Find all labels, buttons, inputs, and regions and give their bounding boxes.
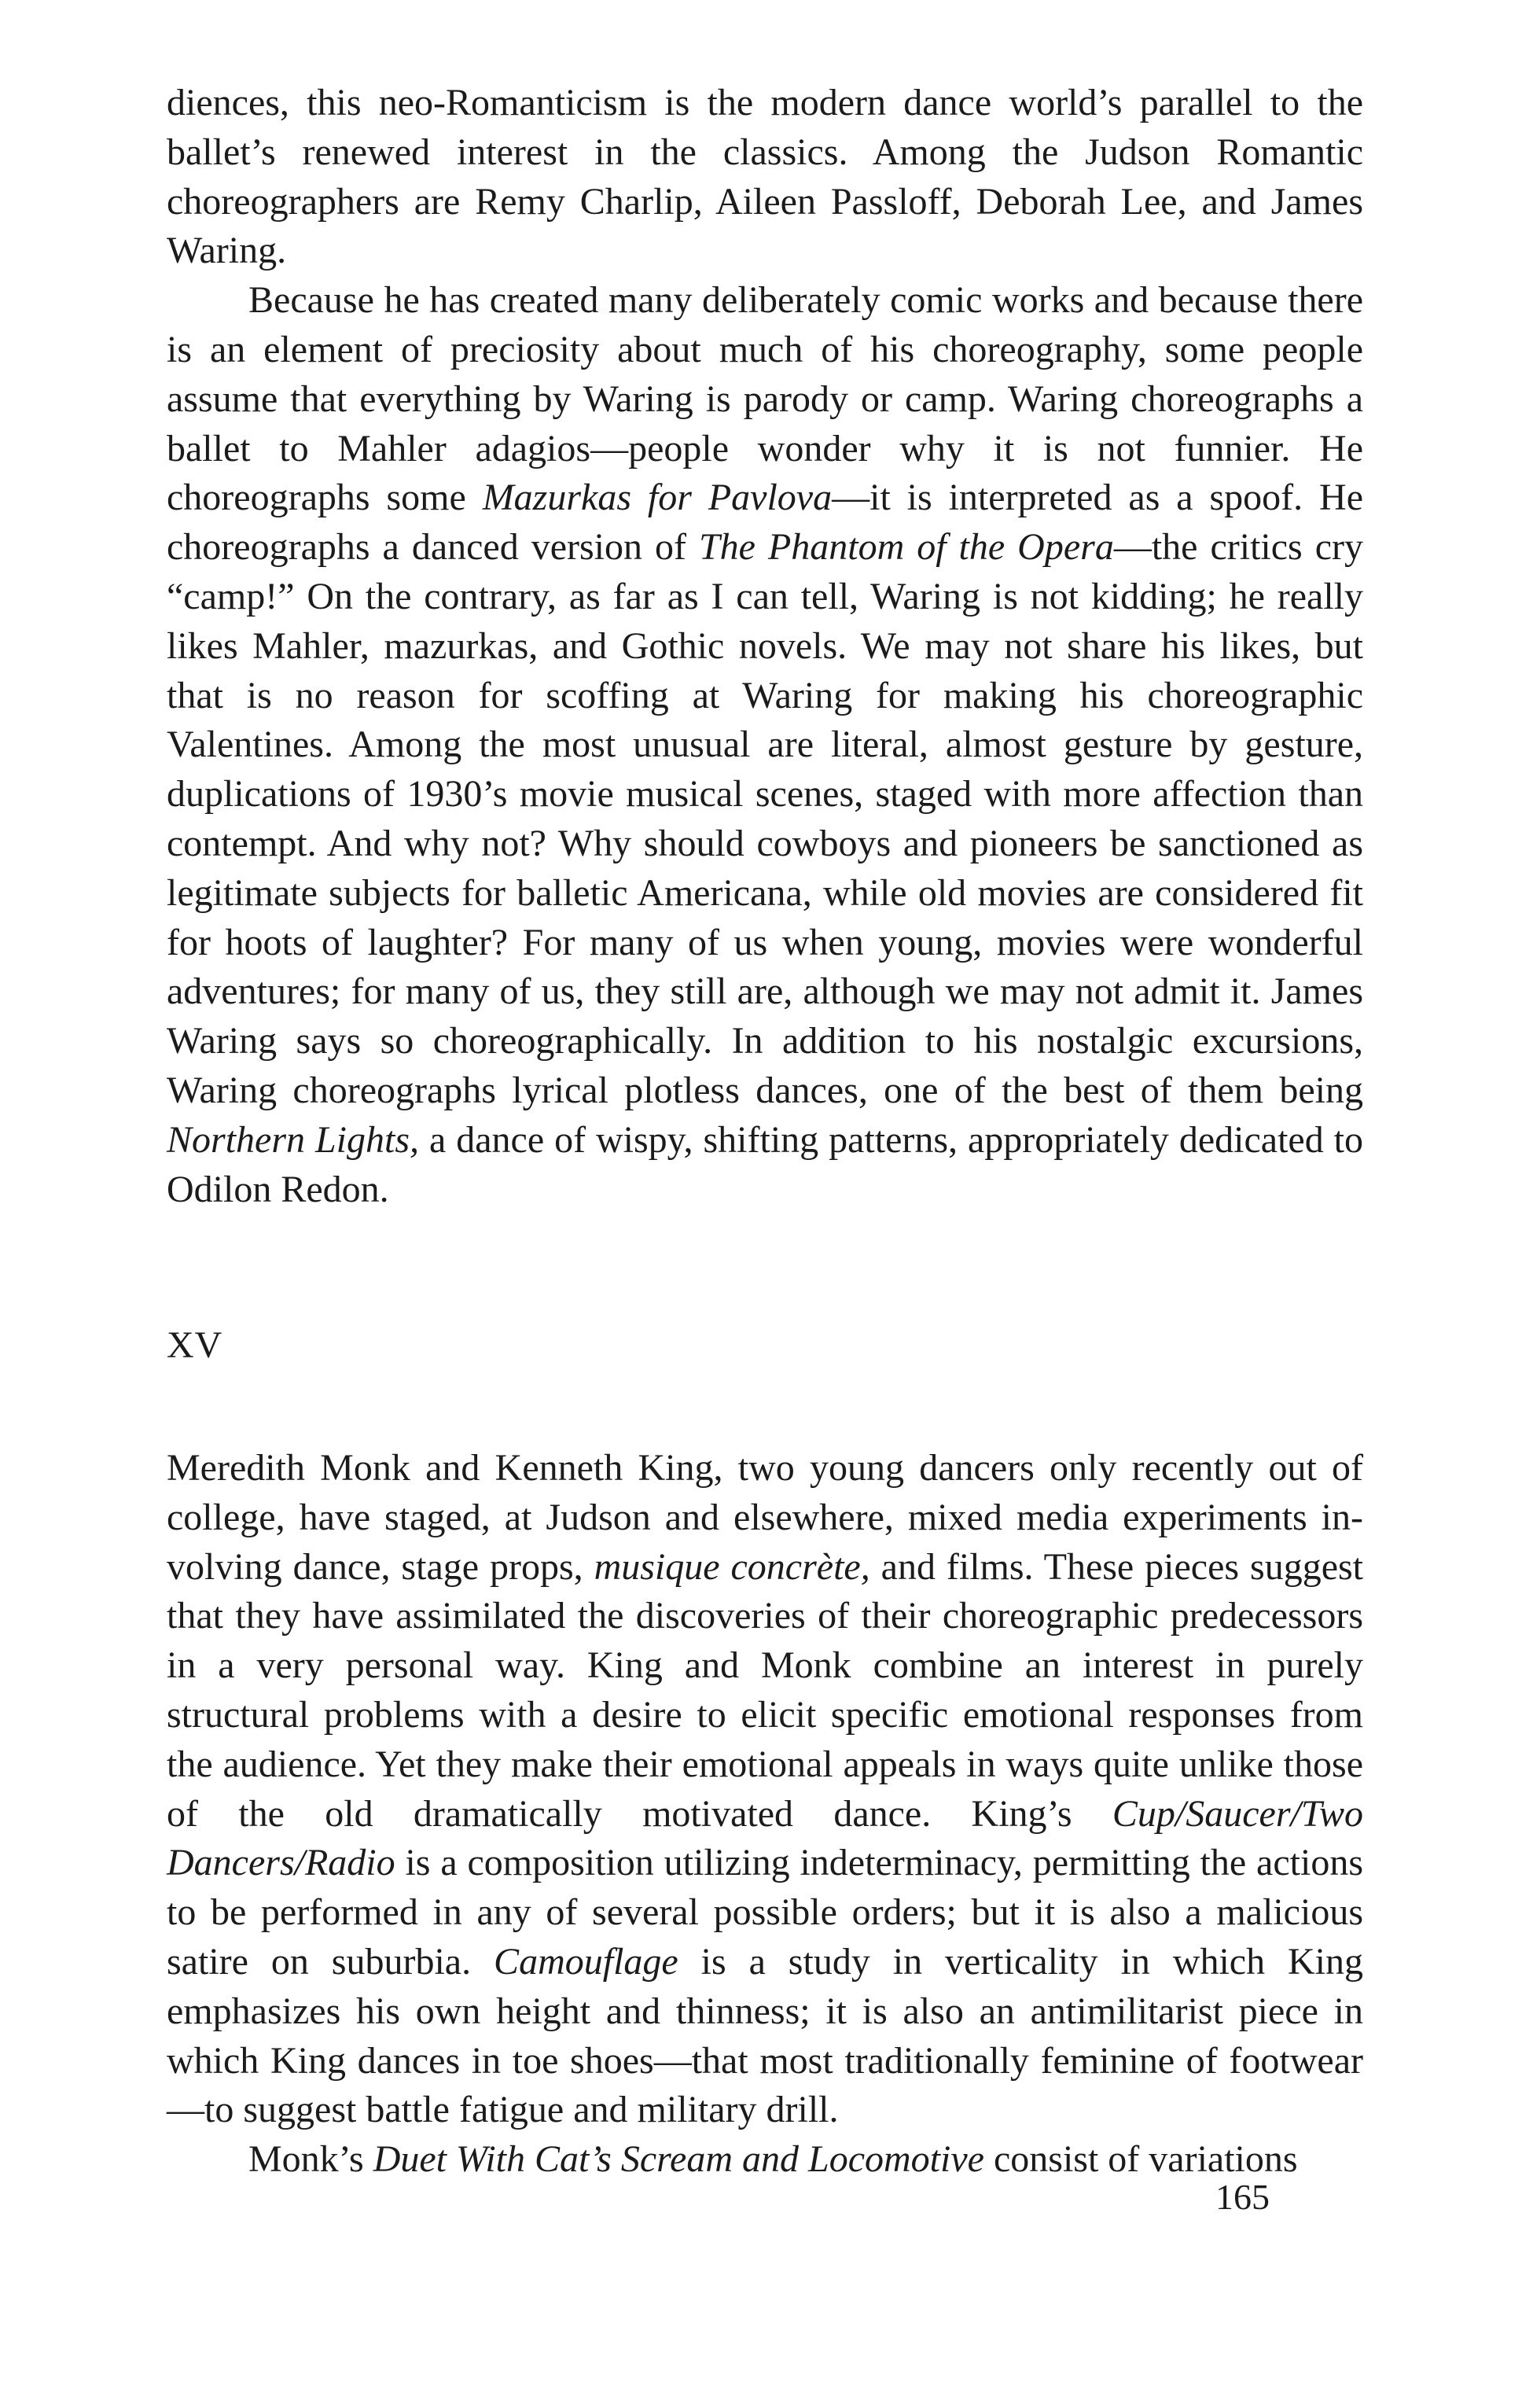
body-text: —it is interpreted as a spoof. He choreographs a danced version of	[167, 477, 1364, 569]
book-page	[167, 79, 1364, 2181]
body-text: Monk’s	[248, 2138, 373, 2181]
body-text: Because he has created many deliberately comic works and because there is an element of preciosity about much of his choreography, some people assume that everything by Waring is parody or camp. Waring choreographs a ballet to Mahler adagios—people wonder why it is not funnier. He choreographs some	[167, 279, 1363, 519]
body-text: diences, this neo-Romanticism is the modern dance world’s parallel to the ballet’s renewed interest in the classics. Among the Judson Romantic choreographers are Remy Charlip, Aileen Passloff, Deborah Lee, and James Waring.	[167, 82, 1363, 272]
body-text: a dance of wispy, shifting patterns, appropriately dedicated to Odilon Redon.	[167, 1118, 1364, 1210]
italic-title-text: Northern Lights,	[167, 1118, 420, 1161]
italic-title-text: Duet With Cat’s Scream and Locomotive	[373, 2138, 984, 2181]
italic-title-text: Mazurkas for Pavlova	[482, 477, 833, 519]
section-heading: XV	[167, 1324, 223, 1366]
italic-title-text: Cup/Saucer/Two Dancers/Radio	[167, 1792, 1363, 1884]
paragraph	[167, 276, 1363, 1214]
body-text: and films. These pieces suggest that they have assimilated the discoveries of their choreographic predecessors in a very personal way. King and Monk combine an interest in purely structural problems with a desire to elicit specific emotional responses from the audience. Yet they make their emotional appeals in ways quite unlike those of the old dramatically motivated dance. King’s	[167, 1545, 1364, 1835]
body-text: consist of variations	[983, 2138, 1298, 2181]
body-text: is a study in verticality in which King emphasizes his own height and thinness; it is also an antimilitarist piece in which King dances in toe shoes—that most traditionally feminine of footwear—to suggest battle fatigue and military drill.	[167, 1940, 1364, 2131]
body-text: is a composition utilizing indeterminacy, permitting the actions to be performed in any of several possible orders; but it is also a malicious satire on suburbia.	[167, 1842, 1363, 1983]
body-text: —the critics cry “camp!” On the contrary, as far as I can tell, Waring is not kidding; he really likes Mahler, mazurkas, and Gothic novels. We may not share his likes, but that is no reason for scoffing at Waring for making his choreographic Valentines. Among the most unusual are literal, almost gesture by gesture, duplications of 1930’s movie musical scenes, staged with more affection than contempt. And why not? Why should cowboys and pioneers be sanctioned as legitimate subjects for balletic Americana, while old movies are considered fit for hoots of laughter? For many of us when young, movies were wonderful adventures; for many of us, they still are, although we may not admit it. James Waring says so choreographically. In addition to his nostalgic excursions, Waring choreographs lyrical plotless dances, one of the best of them being	[167, 526, 1363, 1111]
paragraph	[167, 2135, 1363, 2185]
paragraph	[167, 79, 1363, 276]
body-text: Meredith Monk and Kenneth King, two young dancers only recently out of college, have staged, at Judson and elsewhere, mixed media experiments involving dance, stage props,	[167, 1447, 1363, 1588]
top-text-block	[167, 79, 1363, 1214]
italic-title-text: The Phantom of the Opera	[698, 526, 1114, 569]
section-text-block	[167, 1444, 1363, 2185]
italic-title-text: Camouflage	[494, 1940, 678, 1983]
italic-title-text: musique concrète,	[594, 1545, 870, 1588]
paragraph	[167, 1444, 1363, 2135]
page-number: 165	[1215, 2177, 1270, 2217]
